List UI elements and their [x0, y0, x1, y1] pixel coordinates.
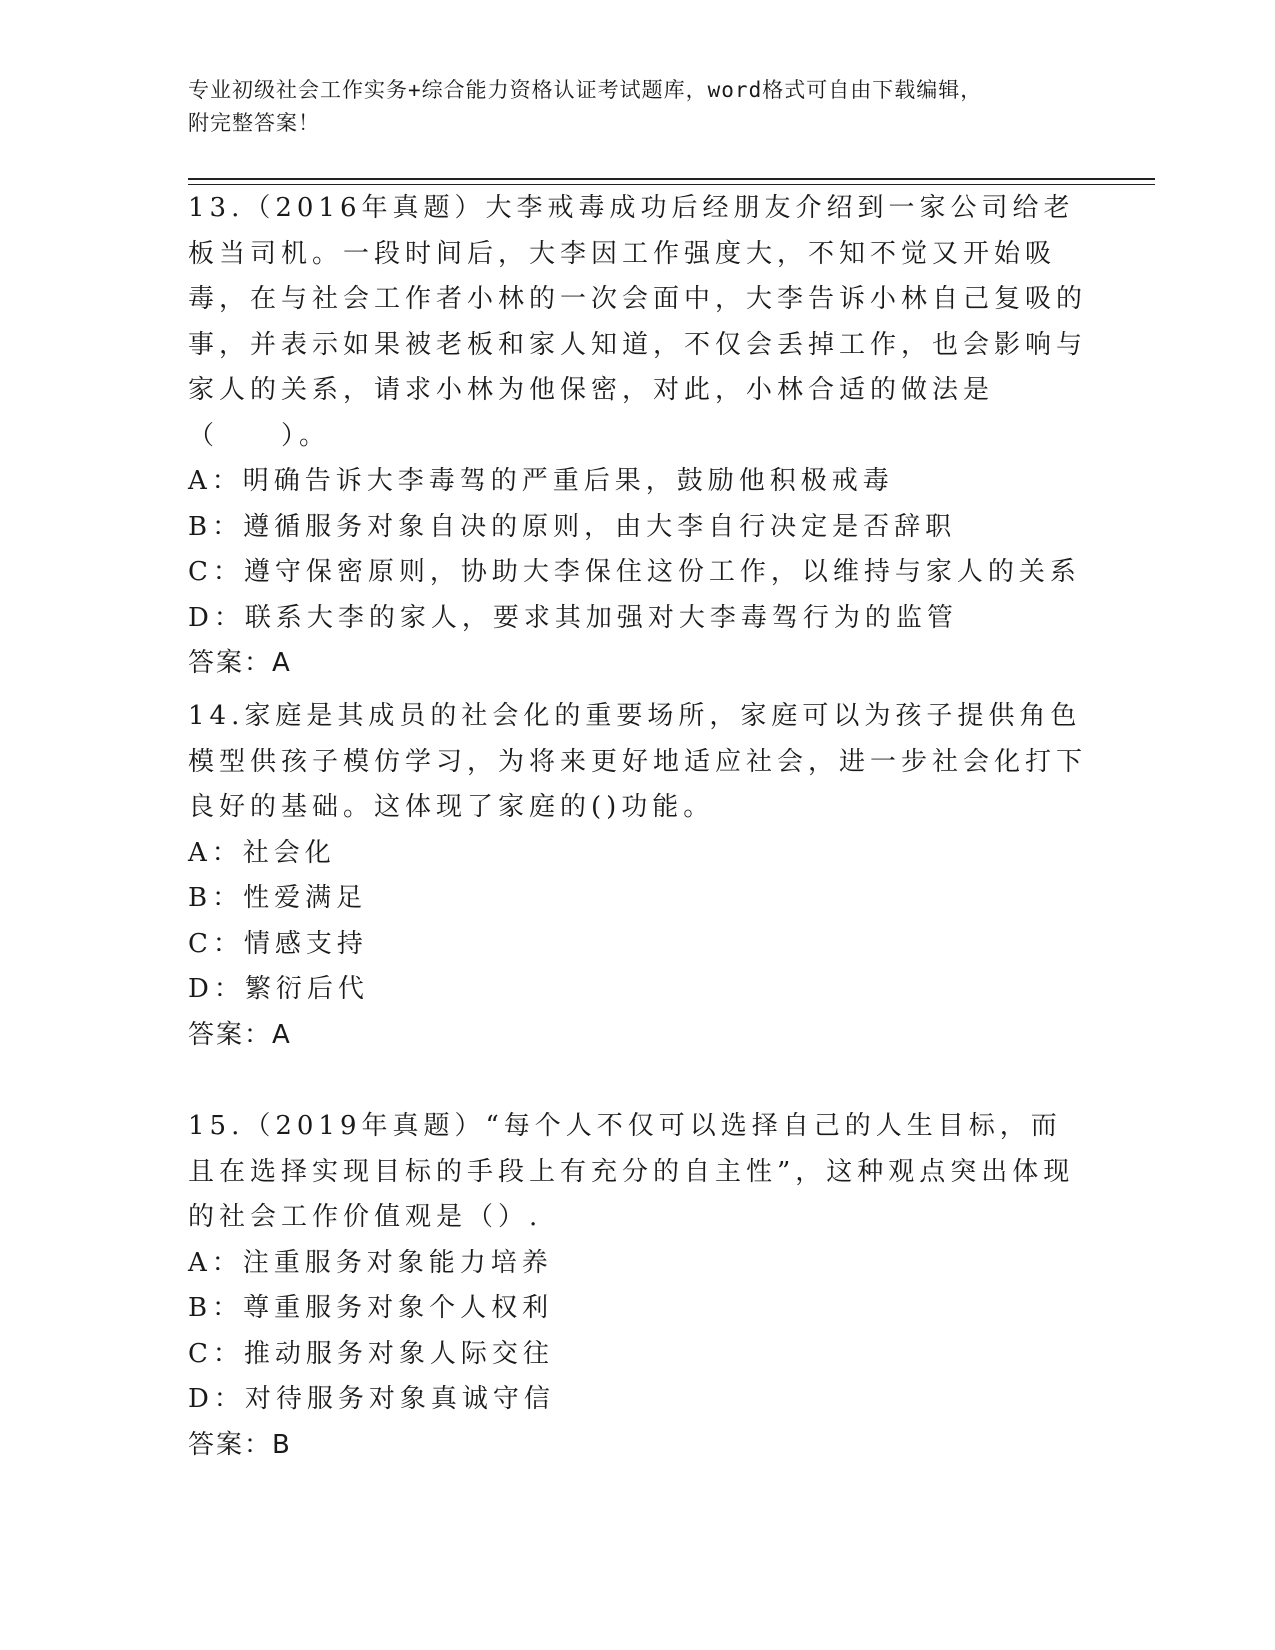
question-15 [188, 1104, 1088, 1468]
answer: 答案：B [188, 1429, 292, 1460]
question-stem: 15.（2019年真题）“每个人不仅可以选择自己的人生目标，而且在选择实现目标的手段上有充分的自主性”，这种观点突出体现的社会工作价值观是（）. [188, 1111, 1075, 1232]
option-d: D：联系大李的家人，要求其加强对大李毒驾行为的监管 [188, 602, 958, 633]
answer: 答案：A [188, 1019, 292, 1050]
question-stem: 14.家庭是其成员的社会化的重要场所，家庭可以为孩子提供角色模型供孩子模仿学习，为将来更好地适应社会，进一步社会化打下良好的基础。这体现了家庭的()功能。 [188, 701, 1088, 822]
question-14 [188, 694, 1088, 1058]
option-b: B：尊重服务对象个人权利 [188, 1293, 554, 1323]
option-a: A：社会化 [188, 837, 336, 868]
question-13 [188, 186, 1088, 687]
question-stem: 13.（2016年真题）大李戒毒成功后经朋友介绍到一家公司给老板当司机。一段时间后，大李因工作强度大，不知不觉又开始吸毒，在与社会工作者小林的一次会面中，大李告诉小林自己复吸的事，并表示如果被老板和家人知道，不仅会丢掉工作，也会影响与家人的关系，请求小林为他保密，对此，小林合适的做法是（ ）。 [188, 193, 1088, 451]
option-b: B：性爱满足 [188, 883, 368, 913]
header-line-1: 专业初级社会工作实务+综合能力资格认证考试题库，word格式可自由下载编辑， [188, 78, 983, 102]
option-a: A：明确告诉大李毒驾的严重后果，鼓励他积极戒毒 [188, 466, 894, 496]
document-header [188, 74, 1088, 140]
header-divider-thin [188, 184, 1155, 185]
header-divider-thick [188, 178, 1155, 180]
option-d: D：对待服务对象真诚守信 [188, 1384, 555, 1414]
option-c: C：情感支持 [188, 928, 368, 959]
option-d: D：繁衍后代 [188, 974, 369, 1004]
header-line-2: 附完整答案！ [188, 111, 320, 135]
option-b: B：遵循服务对象自决的原则，由大李自行决定是否辞职 [188, 511, 957, 542]
option-a: A：注重服务对象能力培养 [188, 1247, 553, 1278]
answer: 答案：A [188, 648, 292, 678]
option-c: C：遵守保密原则，协助大李保住这份工作，以维持与家人的关系 [188, 557, 1081, 587]
option-c: C：推动服务对象人际交往 [188, 1338, 554, 1369]
